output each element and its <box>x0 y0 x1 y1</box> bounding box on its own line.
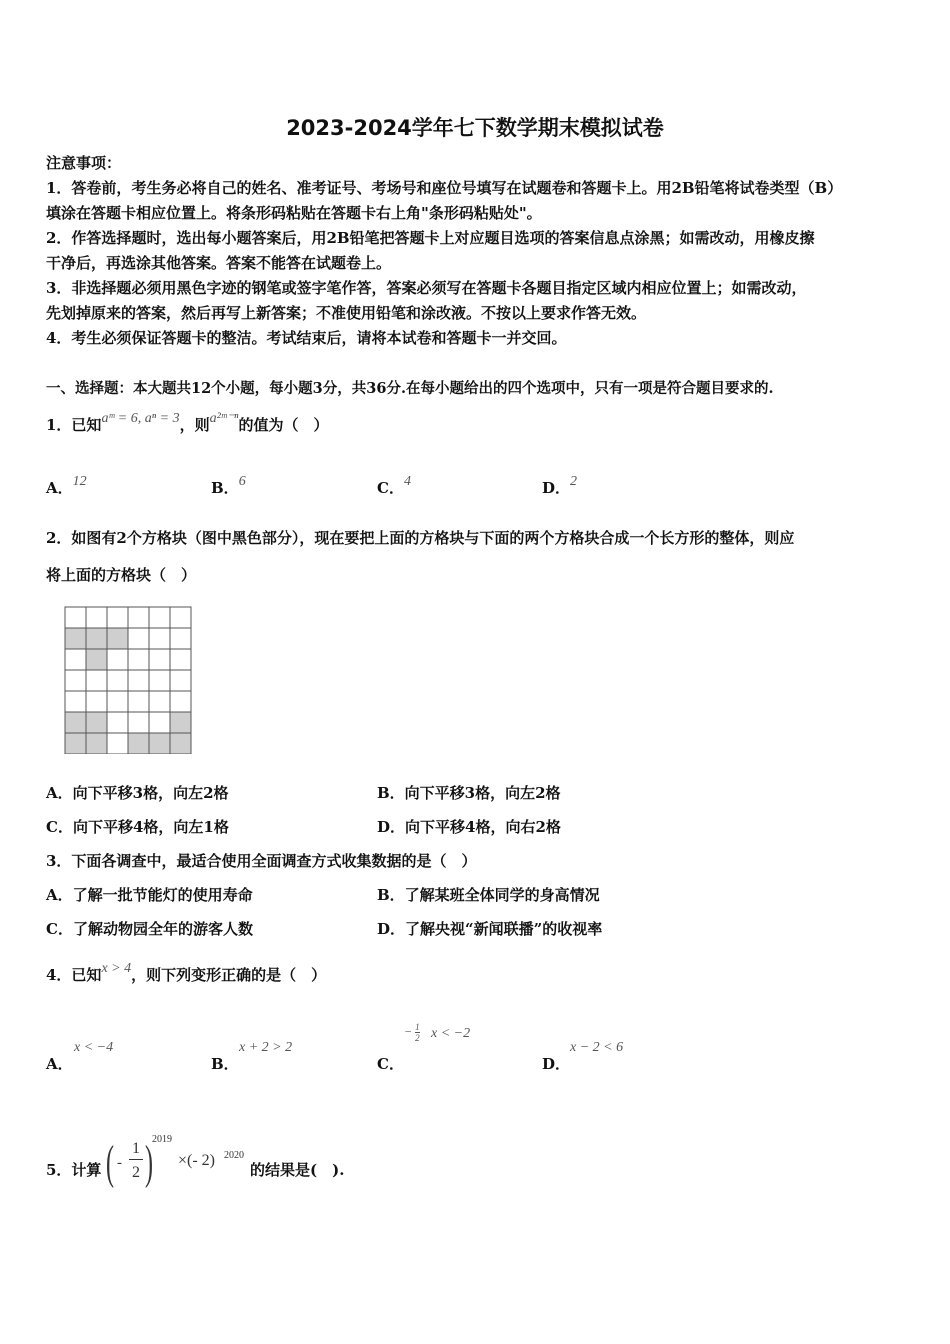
q3-option-b[interactable]: B．了解某班全体同学的身高情况 <box>377 886 600 904</box>
q4-option-b[interactable] <box>211 1053 239 1074</box>
grid-cell <box>128 712 149 733</box>
q1-suffix: 的值为（ ） <box>238 416 329 434</box>
question-1 <box>46 411 329 435</box>
grid-cell <box>128 628 149 649</box>
grid-cell-filled <box>86 733 107 754</box>
q2-option-b[interactable]: B．向下平移3格，向左2格 <box>377 784 561 802</box>
grid-cell-filled <box>65 733 86 754</box>
q5-denominator: 2 <box>132 1164 140 1181</box>
q1-expression: a²ᵐ⁻ⁿ <box>209 411 239 426</box>
q4-option-b-value: x + 2 > 2 <box>239 1040 293 1055</box>
q4-prefix: 4．已知 <box>46 966 102 984</box>
option-label: B． <box>211 479 239 497</box>
q1-option-b[interactable] <box>211 474 246 498</box>
grid-cell <box>128 691 149 712</box>
grid-cell <box>170 691 191 712</box>
option-label: D． <box>542 479 571 497</box>
q4-suffix: ，则下列变形正确的是（ ） <box>131 966 327 984</box>
notice-line: 1．答卷前，考生务必将自己的姓名、准考证号、考场号和座位号填写在试题卷和答题卡上。用2B铅笔将试卷类型（B） <box>46 179 843 197</box>
notice-line: 4．考生必须保证答题卡的整洁。考试结束后，请将本试卷和答题卡一并交回。 <box>46 329 567 347</box>
q1-condition: aᵐ = 6, aⁿ = 3 <box>101 411 180 426</box>
q4-option-a[interactable] <box>46 1053 73 1074</box>
grid-cell-filled <box>86 649 107 670</box>
q5-numerator: 1 <box>129 1139 143 1160</box>
grid-cell <box>107 691 128 712</box>
page-title: 2023-2024学年七下数学期末模拟试卷 <box>286 116 664 140</box>
q3-option-d[interactable]: D．了解央视“新闻联播”的收视率 <box>377 920 603 938</box>
q2-option-a[interactable]: A．向下平移3格，向左2格 <box>46 784 229 802</box>
left-paren: ( <box>106 1136 114 1189</box>
grid-cell <box>149 712 170 733</box>
q4-option-c-coef <box>404 1022 420 1043</box>
grid-cell-filled <box>86 628 107 649</box>
grid-cell-filled <box>86 712 107 733</box>
grid-cell <box>107 733 128 754</box>
q5-sign: - <box>117 1155 122 1171</box>
grid-cell <box>107 670 128 691</box>
q1-option-a[interactable] <box>46 474 87 498</box>
option-label: B． <box>211 1055 239 1073</box>
q5-exponent-2: 2020 <box>224 1150 244 1161</box>
notice-line: 3．非选择题必须用黑色字迹的钢笔或签字笔作答，答案必须写在答题卡各题目指定区域内相应位置上；如需改动， <box>46 279 807 297</box>
minus-sign: − <box>404 1024 413 1039</box>
grid-figure <box>64 606 194 754</box>
fraction-denominator: 2 <box>415 1033 420 1043</box>
option-value: 12 <box>72 474 87 489</box>
notice-line: 填涂在答题卡相应位置上。将条形码粘贴在答题卡右上角"条形码粘贴处"。 <box>46 204 542 222</box>
grid-cell <box>107 607 128 628</box>
notice-line: 干净后，再选涂其他答案。答案不能答在试题卷上。 <box>46 254 392 272</box>
q3-option-c[interactable]: C．了解动物园全年的游客人数 <box>46 920 253 938</box>
grid-cell-filled <box>170 733 191 754</box>
grid-cell <box>86 607 107 628</box>
grid-cell <box>128 607 149 628</box>
grid-cell <box>149 649 170 670</box>
q1-option-d[interactable] <box>542 474 578 498</box>
grid-cell-filled <box>65 628 86 649</box>
q4-option-d[interactable] <box>542 1053 570 1074</box>
grid-cell <box>149 691 170 712</box>
q2-option-c[interactable]: C．向下平移4格，向左1格 <box>46 818 229 836</box>
q4-option-c[interactable] <box>377 1053 404 1074</box>
question-2-line-2: 将上面的方格块（ ） <box>46 566 197 584</box>
grid-cell <box>170 628 191 649</box>
question-5-suffix: 的结果是( ). <box>250 1161 345 1179</box>
grid-cell-filled <box>128 733 149 754</box>
question-5-prefix: 5．计算 <box>46 1161 102 1179</box>
grid-cell <box>107 712 128 733</box>
fraction-numerator: 1 <box>415 1022 420 1032</box>
grid-cell-filled <box>107 628 128 649</box>
grid-cell <box>128 649 149 670</box>
grid-cell <box>65 691 86 712</box>
q1-option-c[interactable] <box>377 474 411 498</box>
grid-cell <box>65 649 86 670</box>
notice-line: 2．作答选择题时，选出每小题答案后，用2B铅笔把答题卡上对应题目选项的答案信息点涂黑；如需改动，用橡皮擦 <box>46 229 815 247</box>
q4-option-c-value: x < −2 <box>431 1026 471 1041</box>
grid-cell-filled <box>65 712 86 733</box>
option-value: 2 <box>570 474 578 489</box>
q5-exponent-1: 2019 <box>152 1134 172 1145</box>
option-label: A． <box>46 1055 73 1073</box>
grid-cell <box>86 691 107 712</box>
notice-line: 先划掉原来的答案，然后再写上新答案；不准使用铅笔和涂改液。不按以上要求作答无效。 <box>46 304 647 322</box>
option-label: C． <box>377 479 404 497</box>
q1-prefix: 1．已知 <box>46 416 102 434</box>
question-2-line-1: 2．如图有2个方格块（图中黑色部分），现在要把上面的方格块与下面的两个方格块合成一个长方形的整体，则应 <box>46 529 795 547</box>
q1-mid: ，则 <box>179 416 210 434</box>
q4-condition: x > 4 <box>101 961 132 976</box>
q2-option-d[interactable]: D．向下平移4格，向右2格 <box>377 818 561 836</box>
q3-option-a[interactable]: A．了解一批节能灯的使用寿命 <box>46 886 253 904</box>
grid-cell <box>149 670 170 691</box>
question-3: 3．下面各调查中，最适合使用全面调查方式收集数据的是（ ） <box>46 852 477 870</box>
right-paren: ) <box>145 1136 153 1189</box>
q5-times-term: ×(- 2) <box>178 1152 216 1169</box>
grid-cell <box>170 607 191 628</box>
q4-option-a-value: x < −4 <box>74 1040 114 1055</box>
grid-cell <box>149 628 170 649</box>
q4-option-d-value: x − 2 < 6 <box>570 1040 624 1055</box>
grid-cell <box>86 670 107 691</box>
option-label: D． <box>542 1055 571 1073</box>
notice-heading: 注意事项： <box>46 154 122 172</box>
grid-cell <box>107 649 128 670</box>
option-value: 6 <box>238 474 246 489</box>
grid-cell <box>170 649 191 670</box>
grid-cell <box>128 670 149 691</box>
grid-cell-filled <box>170 712 191 733</box>
question-4 <box>46 961 327 985</box>
option-label: A． <box>46 479 73 497</box>
option-label: C． <box>377 1055 404 1073</box>
grid-cell <box>65 607 86 628</box>
grid-cell-filled <box>149 733 170 754</box>
grid-cell <box>149 607 170 628</box>
option-value: 4 <box>403 474 411 489</box>
section-heading: 一、选择题：本大题共12个小题，每小题3分，共36分.在每小题给出的四个选项中，只有一项是符合题目要求的. <box>46 380 774 397</box>
grid-cell <box>65 670 86 691</box>
grid-cell <box>170 670 191 691</box>
